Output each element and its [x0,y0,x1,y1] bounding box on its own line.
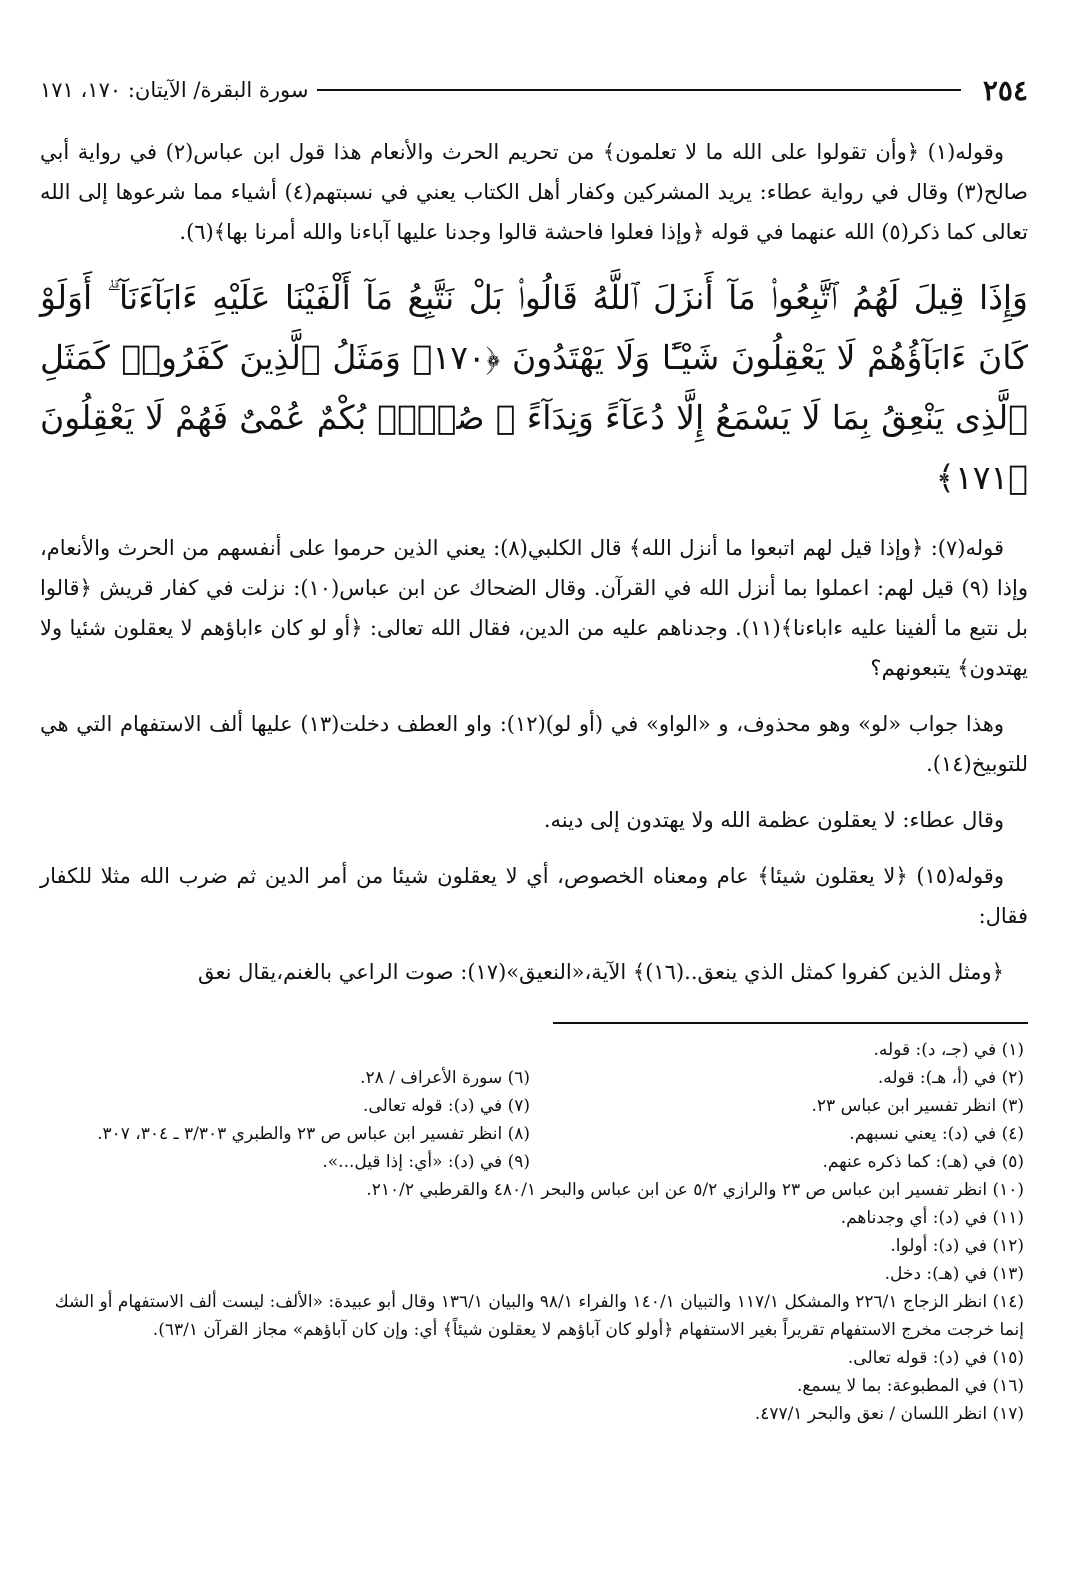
paragraph-6: ﴿ومثل الذين كفروا كمثل الذي ينعق..(١٦)﴾ الآية،«النعيق»(١٧): صوت الراعي بالغنم،يقال نعق [197,960,1004,984]
footnote-column-left [40,1036,534,1176]
footnote-12: (١٢) في (د): أولوا. [890,1236,1024,1256]
footnote-row [40,1036,1028,1176]
footnote-6: (٦) سورة الأعراف / ٢٨. [360,1068,530,1088]
header-rule [317,89,961,91]
footnote-separator [553,1022,1028,1024]
footnote-15: (١٥) في (د): قوله تعالى. [847,1348,1024,1368]
footnote-1: (١) في (جـ، د): قوله. [873,1040,1024,1060]
page-number: ٢٥٤ [982,73,1028,107]
footnote-11: (١١) في (د): أي وجدناهم. [840,1208,1024,1228]
running-title: سورة البقرة/ الآيتان: ١٧٠، ١٧١ [40,78,309,102]
footnote-5: (٥) في (هـ): كما ذكره عنهم. [822,1152,1024,1172]
footnote-2: (٢) في (أ، هـ): قوله. [877,1068,1024,1088]
footnote-7: (٧) في (د): قوله تعالى. [363,1096,530,1116]
footnote-9: (٩) في (د): «أي: إذا قيل...». [322,1152,530,1172]
footnote-16: (١٦) في المطبوعة: بما لا يسمع. [796,1376,1024,1396]
footnote-10: (١٠) انظر تفسير ابن عباس ص ٢٣ والرازي ٥/٢ عن ابن عباس والبحر ٤٨٠/١ والقرطبي ٢١٠/٢. [366,1180,1024,1200]
paragraph-3: وهذا جواب «لو» وهو محذوف، و «الواو» في (أو لو)(١٢): واو العطف دخلت(١٣) عليها ألف الاستفهام التي هي للتوبيخ(١٤). [40,712,1028,776]
footnote-17: (١٧) انظر اللسان / نعق والبحر ٤٧٧/١. [754,1404,1024,1424]
footnotes [40,1036,1028,1428]
paragraph-1: وقوله(١) ﴿وأن تقولوا على الله ما لا تعلمون﴾ من تحريم الحرث والأنعام هذا قول ابن عباس(٢) في رواية أبي صالح(٣) وقال في رواية عطاء: يريد المشركين وكفار أهل الكتاب يعني في نسبتهم(٤) أشياء مما شرعوها إلى الله تعالى كما ذكر(٥) الله عنهما في قوله ﴿وإذا فعلوا فاحشة قالوا وجدنا عليها آباءنا والله أمرنا بها﴾(٦). [40,140,1028,244]
footnote-4: (٤) في (د): يعني نسبهم. [849,1124,1024,1144]
quran-verse: وَإِذَا قِيلَ لَهُمُ ٱتَّبِعُوا۟ مَآ أَنزَلَ ٱللَّهُ قَالُوا۟ بَلْ نَتَّبِعُ مَآ أَلْفَيْنَا عَلَيْهِ ءَابَآءَنَآ ۗ أَوَلَوْ كَانَ ءَابَآؤُهُمْ لَا يَعْقِلُونَ شَيْـًٔا وَلَا يَهْتَدُونَ ﴿١٧٠﴾ وَمَثَلُ ٱلَّذِينَ كَفَرُوا۟ كَمَثَلِ ٱلَّذِى يَنْعِقُ بِمَا لَا يَسْمَعُ إِلَّا دُعَآءً وَنِدَآءً ۚ صُمٌّۢ بُكْمٌ عُمْىٌ فَهُمْ لَا يَعْقِلُونَ ﴿١٧١﴾ [40,278,1029,497]
footnote-3: (٣) انظر تفسير ابن عباس ٢٣. [811,1096,1024,1116]
paragraph-4: وقال عطاء: لا يعقلون عظمة الله ولا يهتدون إلى دينه. [543,808,1004,832]
page-header [40,60,1028,120]
footnote-8: (٨) انظر تفسير ابن عباس ص ٢٣ والطبري ٣/٣٠٣ ـ ٣٠٤، ٣٠٧. [97,1124,530,1144]
footnote-13: (١٣) في (هـ): دخل. [884,1264,1024,1284]
paragraph-2: قوله(٧): ﴿وإذا قيل لهم اتبعوا ما أنزل الله﴾ قال الكلبي(٨): يعني الذين حرموا على أنفسهم من الحرث والأنعام، وإذا (٩) قيل لهم: اعملوا بما أنزل الله في القرآن. وقال الضحاك عن ابن عباس(١٠): نزلت في كفار قريش ﴿قالوا بل نتبع ما ألفينا عليه ءاباءنا﴾(١١). وجدناهم عليه من الدين، فقال الله تعالى: ﴿أو لو كان ءاباؤهم لا يعقلون شئيا ولا يهتدون﴾ يتبعونهم؟ [40,536,1029,680]
paragraph-5: وقوله(١٥) ﴿لا يعقلون شيئا﴾ عام ومعناه الخصوص، أي لا يعقلون شيئا من أمر الدين ثم ضرب الله مثلا للكفار فقال: [40,864,1028,928]
footnote-column-right [534,1036,1028,1176]
footnote-14: (١٤) انظر الزجاج ٢٢٦/١ والمشكل ١١٧/١ والتبيان ١٤٠/١ والفراء ٩٨/١ والبيان ١٣٦/١ وقال أبو عبيدة: «الألف: ليست ألف الاستفهام أو الشك إنما خرجت مخرج الاستفهام تقريراً بغير الاستفهام ﴿أولو كان آباؤهم لا يعقلون شيئاً﴾ أي: وإن كان آباؤهم» مجاز القرآن ٦٣/١). [54,1292,1024,1340]
